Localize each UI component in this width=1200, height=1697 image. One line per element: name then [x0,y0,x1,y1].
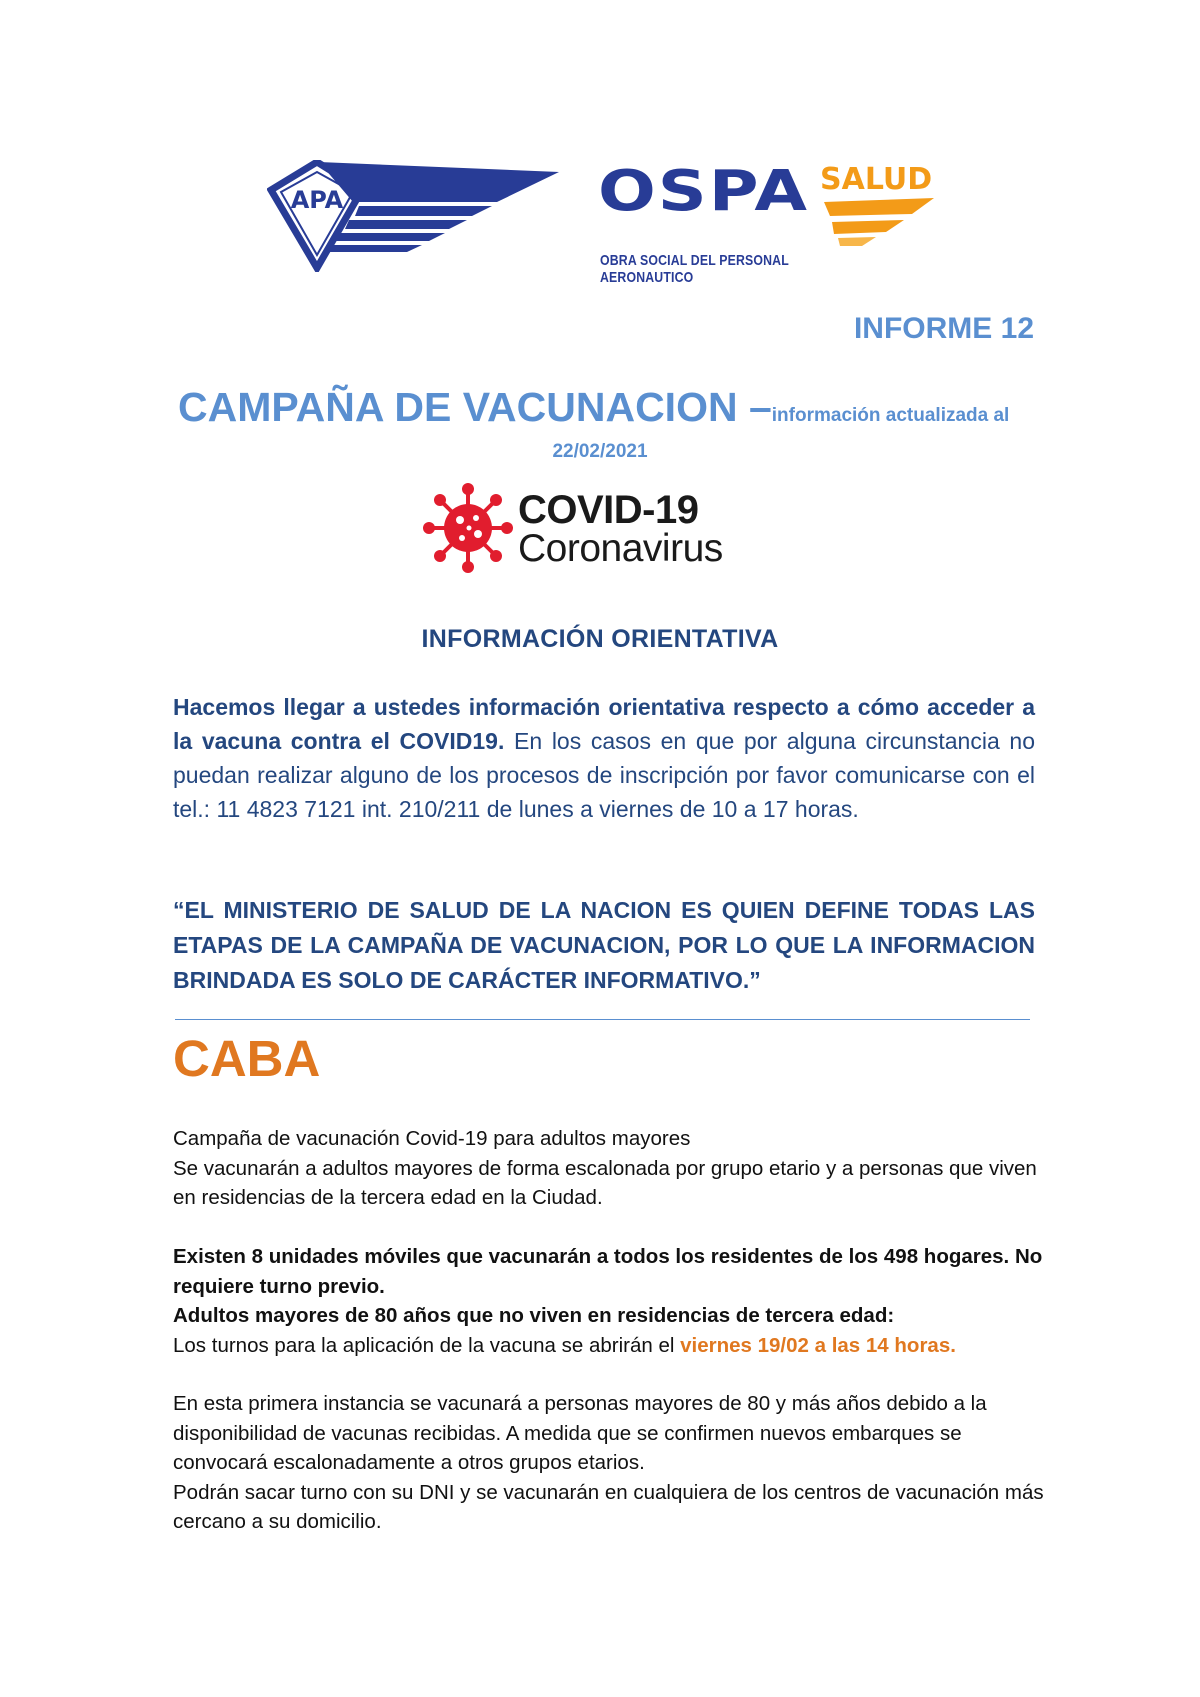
ospa-logo-salud: SALUD [820,162,933,197]
covid-subtitle: Coronavirus [518,527,723,570]
section-divider [175,1019,1030,1020]
covid-logo [420,480,740,585]
caba-notes-paragraph [173,1389,1053,1537]
appointments-line [173,1331,1053,1361]
intro-text: En los casos en que por alguna circunstancia no puedan realizar alguno de los procesos de inscripción por favor comunicarse con el tel.: 11 4823 7121 int. 210/211 de lunes a viernes de 10 a 17 horas. [173,728,1035,822]
ospa-logo-subtitle: OBRA SOCIAL DEL PERSONAL AERONAUTICO [600,252,789,286]
caba-heading: CABA [173,1030,321,1087]
campaign-updated-label: información actualizada al [771,405,1010,426]
apa-logo [267,160,559,272]
appointments-text: Los turnos para la aplicación de la vacuna se abrirán el [173,1333,681,1357]
intro-paragraph [173,690,1035,826]
first-stage-text: En esta primera instancia se vacunará a personas mayores de 80 y más años debido a la disponibilidad de vacunas recibidas. A medida que se confirmen nuevos embarques se convocará escalonadamente a otros grupos etarios. [173,1392,987,1474]
ospa-salud-logo [598,159,938,286]
caba-description: Se vacunarán a adultos mayores de forma escalonada por grupo etario y a personas que viven en residencias de la tercera edad en la Ciudad. [173,1156,1037,1209]
covid-title: COVID-19 [518,488,699,532]
dni-appointment-text: Podrán sacar turno con su DNI y se vacunarán en cualquiera de los centros de vacunación más cercano a su domicilio. [173,1480,1044,1533]
caba-campaign-line: Campaña de vacunación Covid-19 para adultos mayores [173,1127,691,1150]
over-80-heading: Adultos mayores de 80 años que no viven en residencias de tercera edad: [173,1304,895,1327]
caba-intro-paragraph [173,1124,1053,1213]
ospa-logo-word: OSPA [598,159,810,224]
virus-icon [422,482,514,574]
appointments-date: viernes 19/02 a las 14 horas. [680,1333,956,1357]
report-number: INFORME 12 [853,312,1034,345]
campaign-date: 22/02/2021 [552,441,648,462]
logo-row [0,150,1200,286]
ospa-wing-icon [824,198,934,248]
campaign-title: CAMPAÑA DE VACUNACION – [178,384,772,430]
mobile-units-text: Existen 8 unidades móviles que vacunarán a todos los residentes de los 498 hogares. No requiere turno previo. [173,1245,1043,1298]
ministry-note: “EL MINISTERIO DE SALUD DE LA NACION ES QUIEN DEFINE TODAS LAS ETAPAS DE LA CAMPAÑA DE VACUNACION, POR LO QUE LA INFORMACION BRINDADA ES SOLO DE CARÁCTER INFORMATIVO.” [173,897,1035,993]
campaign-heading [178,384,1009,431]
caba-details-paragraph [173,1242,1053,1360]
intro-bold-text: Hacemos llegar a ustedes información orientativa respecto a cómo acceder a la vacuna contra el COVID19. [173,694,1035,754]
section-title: INFORMACIÓN ORIENTATIVA [421,625,779,653]
apa-logo-text: APA [290,186,344,214]
